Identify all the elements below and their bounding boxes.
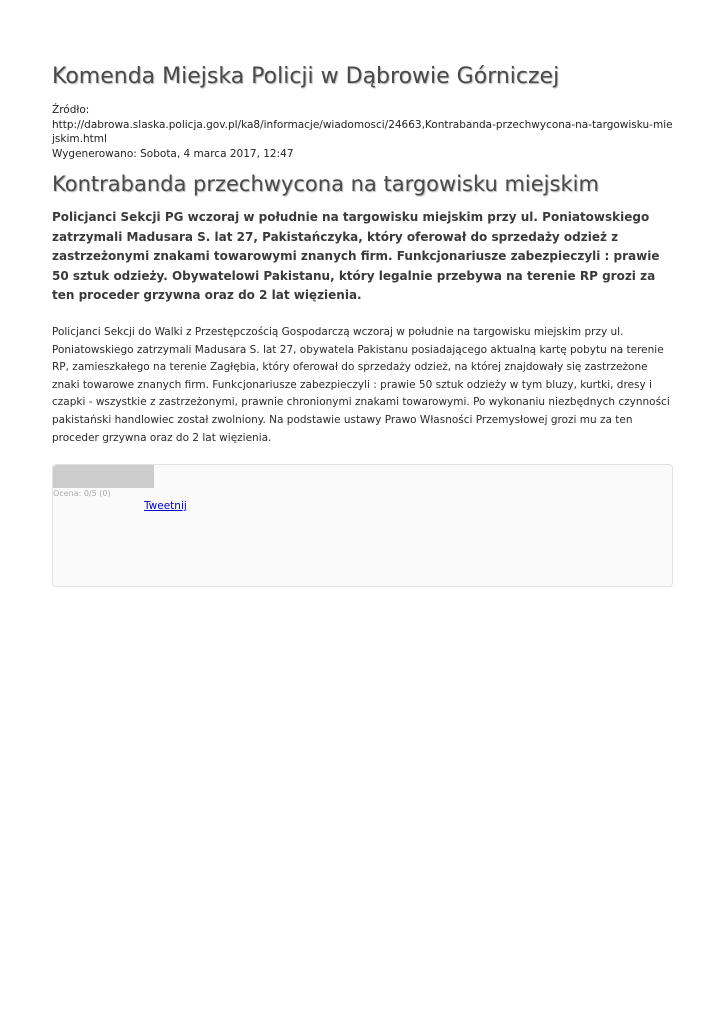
source-url: http://dabrowa.slaska.policja.gov.pl/ka8/informacje/wiadomosci/24663,Kontrabanda-przechwycona-na-targowisku-miejskim.html: [52, 118, 673, 145]
source-meta: [52, 103, 673, 161]
site-title: Komenda Miejska Policji w Dąbrowie Górniczej: [52, 64, 560, 89]
tweet-link[interactable]: Tweetnij: [144, 500, 187, 512]
rating-text: Ocena: 0/5 (0): [53, 489, 111, 498]
generated-date: Wygenerowano: Sobota, 4 marca 2017, 12:47: [52, 147, 294, 160]
rating-share-box: [52, 464, 673, 587]
article-title: Kontrabanda przechwycona na targowisku miejskim: [52, 172, 599, 196]
article-body: Policjanci Sekcji do Walki z Przestępczością Gospodarczą wczoraj w południe na targowisku miejskim przy ul. Poniatowskiego zatrzymali Madusara S. lat 27, obywatela Pakistanu posiadającego aktualną kartę pobytu na terenie RP, zamieszkałego na terenie Zagłębia, który oferował do sprzedaży odzież, na której znajdowały się zastrzeżone znaki towarowe znanych firm. Funkcjonariusze zabezpieczyli : prawie 50 sztuk odzieży w tym bluzy, kurtki, dresy i czapki - wszystkie z zastrzeżonymi, prawnie chronionymi znakami towarowymi. Po wykonaniu niezbędnych czynności pakistański handlowiec został zwolniony. Na podstawie ustawy Prawo Własności Przemysłowej grozi mu za ten proceder grzywna oraz do 2 lat więzienia.: [52, 326, 670, 444]
article-lead: Policjanci Sekcji PG wczoraj w południe na targowisku miejskim przy ul. Poniatowskiego zatrzymali Madusara S. lat 27, Pakistańczyka, który oferował do sprzedaży odzież z zastrzeżonymi znakami towarowymi znanych firm. Funkcjonariusze zabezpieczyli : prawie 50 sztuk odzieży. Obywatelowi Pakistanu, który legalnie przebywa na terenie RP grozi za ten proceder grzywna oraz do 2 lat więzienia.: [52, 210, 660, 302]
source-label: Źródło:: [52, 104, 90, 116]
rating-stars-bar[interactable]: [53, 465, 154, 488]
